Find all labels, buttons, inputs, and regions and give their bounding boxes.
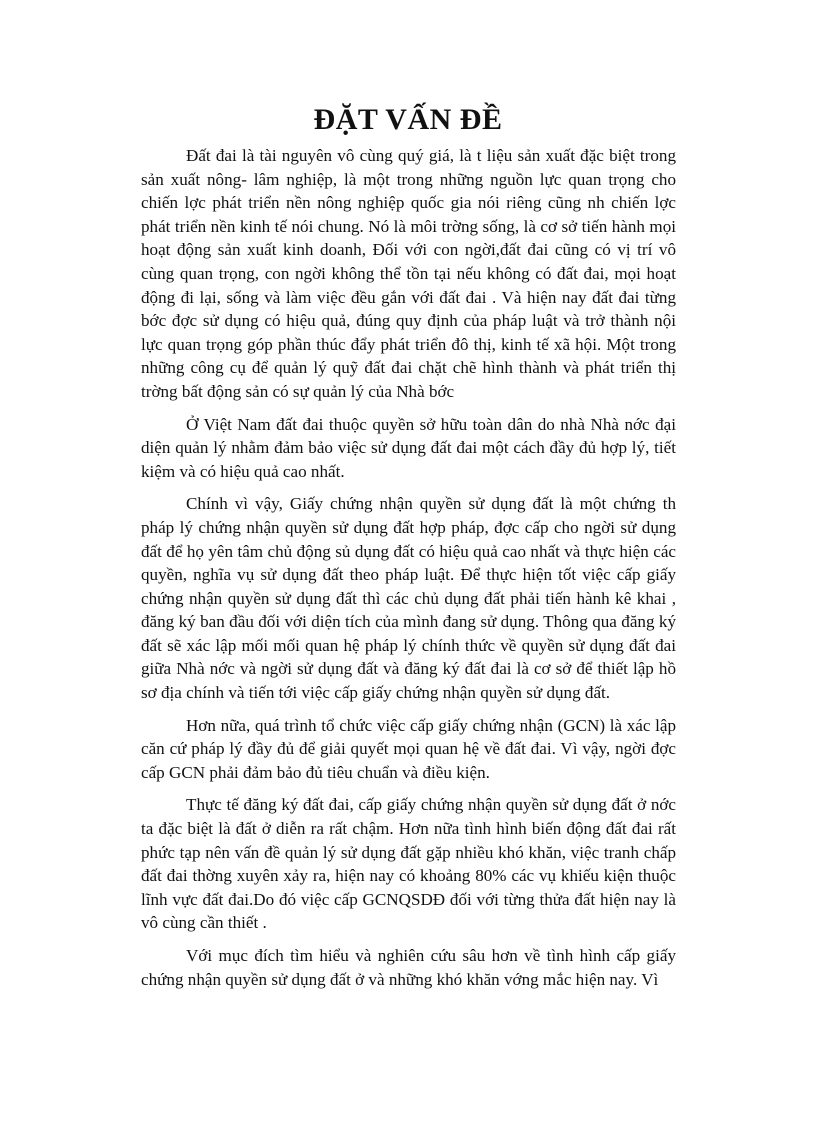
paragraph-5: Thực tế đăng ký đất đai, cấp giấy chứng nhận quyền sử dụng đất ở nớc ta đặc biệt là đất ở diễn ra rất chậm. Hơn nữa tình hình biến động đất đai rất phức tạp nên vấn đề quản lý sử dụng đất gặp nhiều khó khăn, việc tranh chấp đất đai thờng xuyên xảy ra, hiện nay có khoảng 80% các vụ khiếu kiện thuộc lĩnh vực đất đai.Do đó việc cấp GCNQSDĐ đối với từng thửa đất hiện nay là vô cùng cần thiết . xyxy=(141,795,676,933)
paragraph-4: Hơn nữa, quá trình tổ chức việc cấp giấy chứng nhận (GCN) là xác lập căn cứ pháp lý đầy đủ để giải quyết mọi quan hệ về đất đai. Vì vậy, ngời đợc cấp GCN phải đảm bảo đủ tiêu chuẩn và điều kiện. xyxy=(141,715,676,782)
paragraph-1: Đất đai là tài nguyên vô cùng quý giá, là t liệu sản xuất đặc biệt trong sản xuất nông- lâm nghiệp, là một trong những nguồn lực quan trọng cho chiến lợc phát triển nền nông nghiệp quốc gia nói riêng cũng nh chiến lợc phát triển nền kinh tế nói chung. Nó là môi trờng sống, là cơ sở tiến hành mọi hoạt động sản xuất kinh doanh, Đối với con ngời,đất đai cũng có vị trí vô cùng quan trọng, con ngời không thể tồn tại nếu không có đất đai, mọi hoạt động đi lại, sống và làm việc đều gắn với đất đai . Và hiện nay đất đai từng bớc đợc sử dụng có hiệu quả, đúng quy định của pháp luật và trở thành nội lực quan trọng góp phần thúc đẩy phát triển đô thị, kinh tế xã hội. Một trong những công cụ để quản lý quỹ đất đai chặt chẽ hình thành và phát triển thị trờng bất động sản có sự quản lý của Nhà bớc xyxy=(141,146,676,401)
document-title: ĐẶT VẤN ĐỀ xyxy=(313,103,503,136)
paragraph-6: Với mục đích tìm hiểu và nghiên cứu sâu hơn về tình hình cấp giấy chứng nhận quyền sử dụng đất ở và những khó khăn vớng mắc hiện nay. Vì xyxy=(141,946,676,989)
document-body xyxy=(141,144,676,1000)
paragraph-2: Ở Việt Nam đất đai thuộc quyền sở hữu toàn dân do nhà Nhà nớc đại diện quản lý nhằm đảm bảo việc sử dụng đất đai một cách đầy đủ hợp lý, tiết kiệm và có hiệu quả cao nhất. xyxy=(141,414,676,481)
paragraph-3: Chính vì vậy, Giấy chứng nhận quyền sử dụng đất là một chứng th pháp lý chứng nhận quyền sử dụng đất hợp pháp, đợc cấp cho ngời sử dụng đất để họ yên tâm chủ động sủ dụng đất có hiệu quả cao nhất và thực hiện các quyền, nghĩa vụ sử dụng đất theo pháp luật. Để thực hiện tốt việc cấp giấy chứng nhận quyền sử dụng đất thì các chủ dụng đất phải tiến hành kê khai , đăng ký ban đầu đối với diện tích của mình đang sử dụng. Thông qua đăng ký đất sẽ xác lập mối mối quan hệ pháp lý chính thức về quyền sử dụng đất đai giữa Nhà nớc và ngời sử dụng đất và đăng ký đất đai là cơ sở để thiết lập hồ sơ địa chính và tiến tới việc cấp giấy chứng nhận quyền sử dụng đất. xyxy=(141,494,676,703)
